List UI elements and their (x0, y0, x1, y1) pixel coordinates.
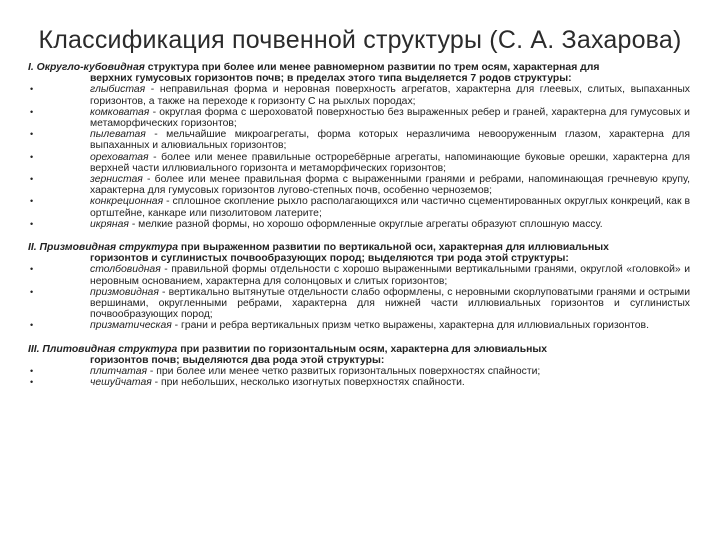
list-item (28, 174, 690, 196)
bullet-icon: • (30, 106, 34, 117)
section-label: III. Плитовидная структура (28, 343, 178, 355)
structure-term: призматическая (90, 320, 172, 332)
structure-description: - при небольших, несколько изогнутых поверхностях спайности. (151, 377, 465, 389)
structure-description: - округлая форма с шероховатой поверхностью без выраженных ребер и граней, характерна для гумусовых и метаморфических горизонтов; (90, 106, 690, 130)
page-title: Классификация почвенной структуры (С. А. Захарова) (38, 26, 682, 54)
bullet-icon: • (30, 174, 34, 185)
structure-description: - более или менее правильные остроребёрные агрегаты, напоминающие буковые орешки, характерна для верхней части иллювиального горизонта и метаморфических горизонтов; (90, 151, 690, 174)
bullet-icon: • (30, 320, 34, 331)
structure-description: - неправильная форма и неровная поверхность агрегатов, характерна для глеевых, слитых, выпаханных горизонтов, а также на переходе к горизонту С на рыхлых породах; (90, 84, 690, 107)
list-item (28, 366, 690, 377)
structure-description: - мельчайшие микроагрегаты, форма которых неразличима невооруженным глазом, характерна для выпаханных и алювиальных горизонтов; (90, 129, 690, 152)
bullet-icon: • (30, 377, 34, 388)
section-label: I. Округло-кубовидная (28, 62, 145, 73)
section-description-continued: горизонтов почв; выделяются два рода этой структуры: (90, 354, 385, 366)
bullet-icon: • (30, 218, 34, 229)
section-platy (28, 344, 690, 389)
structure-description: - более или менее правильная форма с выраженными гранями и ребрами, напоминающая гречневую крупу, характерна для гумусовых горизонтов лугово-степных почв, особенно черноземов; (90, 174, 690, 197)
structure-description: - при более или менее четко развитых горизонтальных поверхностях спайности; (147, 366, 541, 378)
list-item (28, 129, 690, 151)
bullet-icon: • (30, 151, 34, 162)
section-description-continued: верхних гумусовых горизонтов почв; в пределах этого типа выделяется 7 родов структуры: (90, 73, 572, 85)
list-item (28, 264, 690, 286)
list-item (28, 196, 690, 218)
section-label: II. Призмовидная структура (28, 242, 179, 254)
structure-description: - грани и ребра вертикальных призм четко выражены, характерна для иллювиальных горизонтов. (171, 320, 649, 332)
structure-term: пылеватая (90, 129, 146, 141)
bullet-icon: • (30, 129, 34, 140)
section-prismatic (28, 242, 690, 332)
structure-term: зернистая (90, 174, 143, 186)
list-item (28, 219, 690, 230)
list-item (28, 320, 690, 331)
list-item (28, 84, 690, 106)
bullet-icon: • (30, 366, 34, 377)
section-description: при выраженном развитии по вертикальной оси, характерная для иллювиальных (178, 242, 609, 254)
structure-term: глыбистая (90, 84, 146, 96)
structure-term: призмовидная (90, 286, 159, 298)
structure-description: - правильной формы отдельности с хорошо выраженными вертикальными гранями, округлой «головкой» и неровным основанием, характерна для солонцовых и слитых горизонтов; (90, 264, 690, 287)
structure-description: - сплошное скопление рыхло располагающихся или частично сцементированных округлых конкреций, как в ортштейне, канкаре или пизолитовом латерите; (90, 196, 690, 219)
section-heading (28, 242, 690, 264)
structure-description: - вертикально вытянутые отдельности слабо оформлены, с неровными скорлуповатыми гранями и острыми вершинами, округленными ребрами, характерна для нижней части иллювиальных горизонтов и суглинистых почвообразующих пород; (90, 286, 690, 321)
bullet-icon: • (30, 84, 34, 95)
structure-description: - мелкие разной формы, но хорошо оформленные округлые агрегаты образуют сплошную массу. (128, 218, 603, 230)
structure-term: ореховатая (90, 151, 149, 163)
bullet-icon: • (30, 196, 34, 207)
list-item (28, 152, 690, 174)
section-heading (28, 62, 690, 84)
section-description: структура при более или менее равномерном развитии по трем осям, характерная для (144, 62, 600, 73)
classification-body (28, 62, 690, 400)
list-item (28, 107, 690, 129)
structure-term: конкреционная (90, 196, 164, 208)
list-item (28, 377, 690, 388)
structure-term: столбовидная (90, 264, 161, 276)
section-description: при развитии по горизонтальным осям, характерна для элювиальных (177, 343, 548, 355)
structure-term: комковатая (90, 106, 150, 118)
structure-term: чешуйчатая (90, 377, 152, 389)
structure-term: икряная (90, 218, 129, 230)
section-heading (28, 344, 690, 366)
list-item (28, 287, 690, 321)
section-round-cubic (28, 62, 690, 230)
structure-term: плитчатая (90, 366, 148, 378)
bullet-icon: • (30, 286, 34, 297)
section-description-continued: горизонтов и суглинистых почвообразующих пород; выделяются три рода этой структуры: (90, 253, 569, 265)
bullet-icon: • (30, 264, 34, 275)
